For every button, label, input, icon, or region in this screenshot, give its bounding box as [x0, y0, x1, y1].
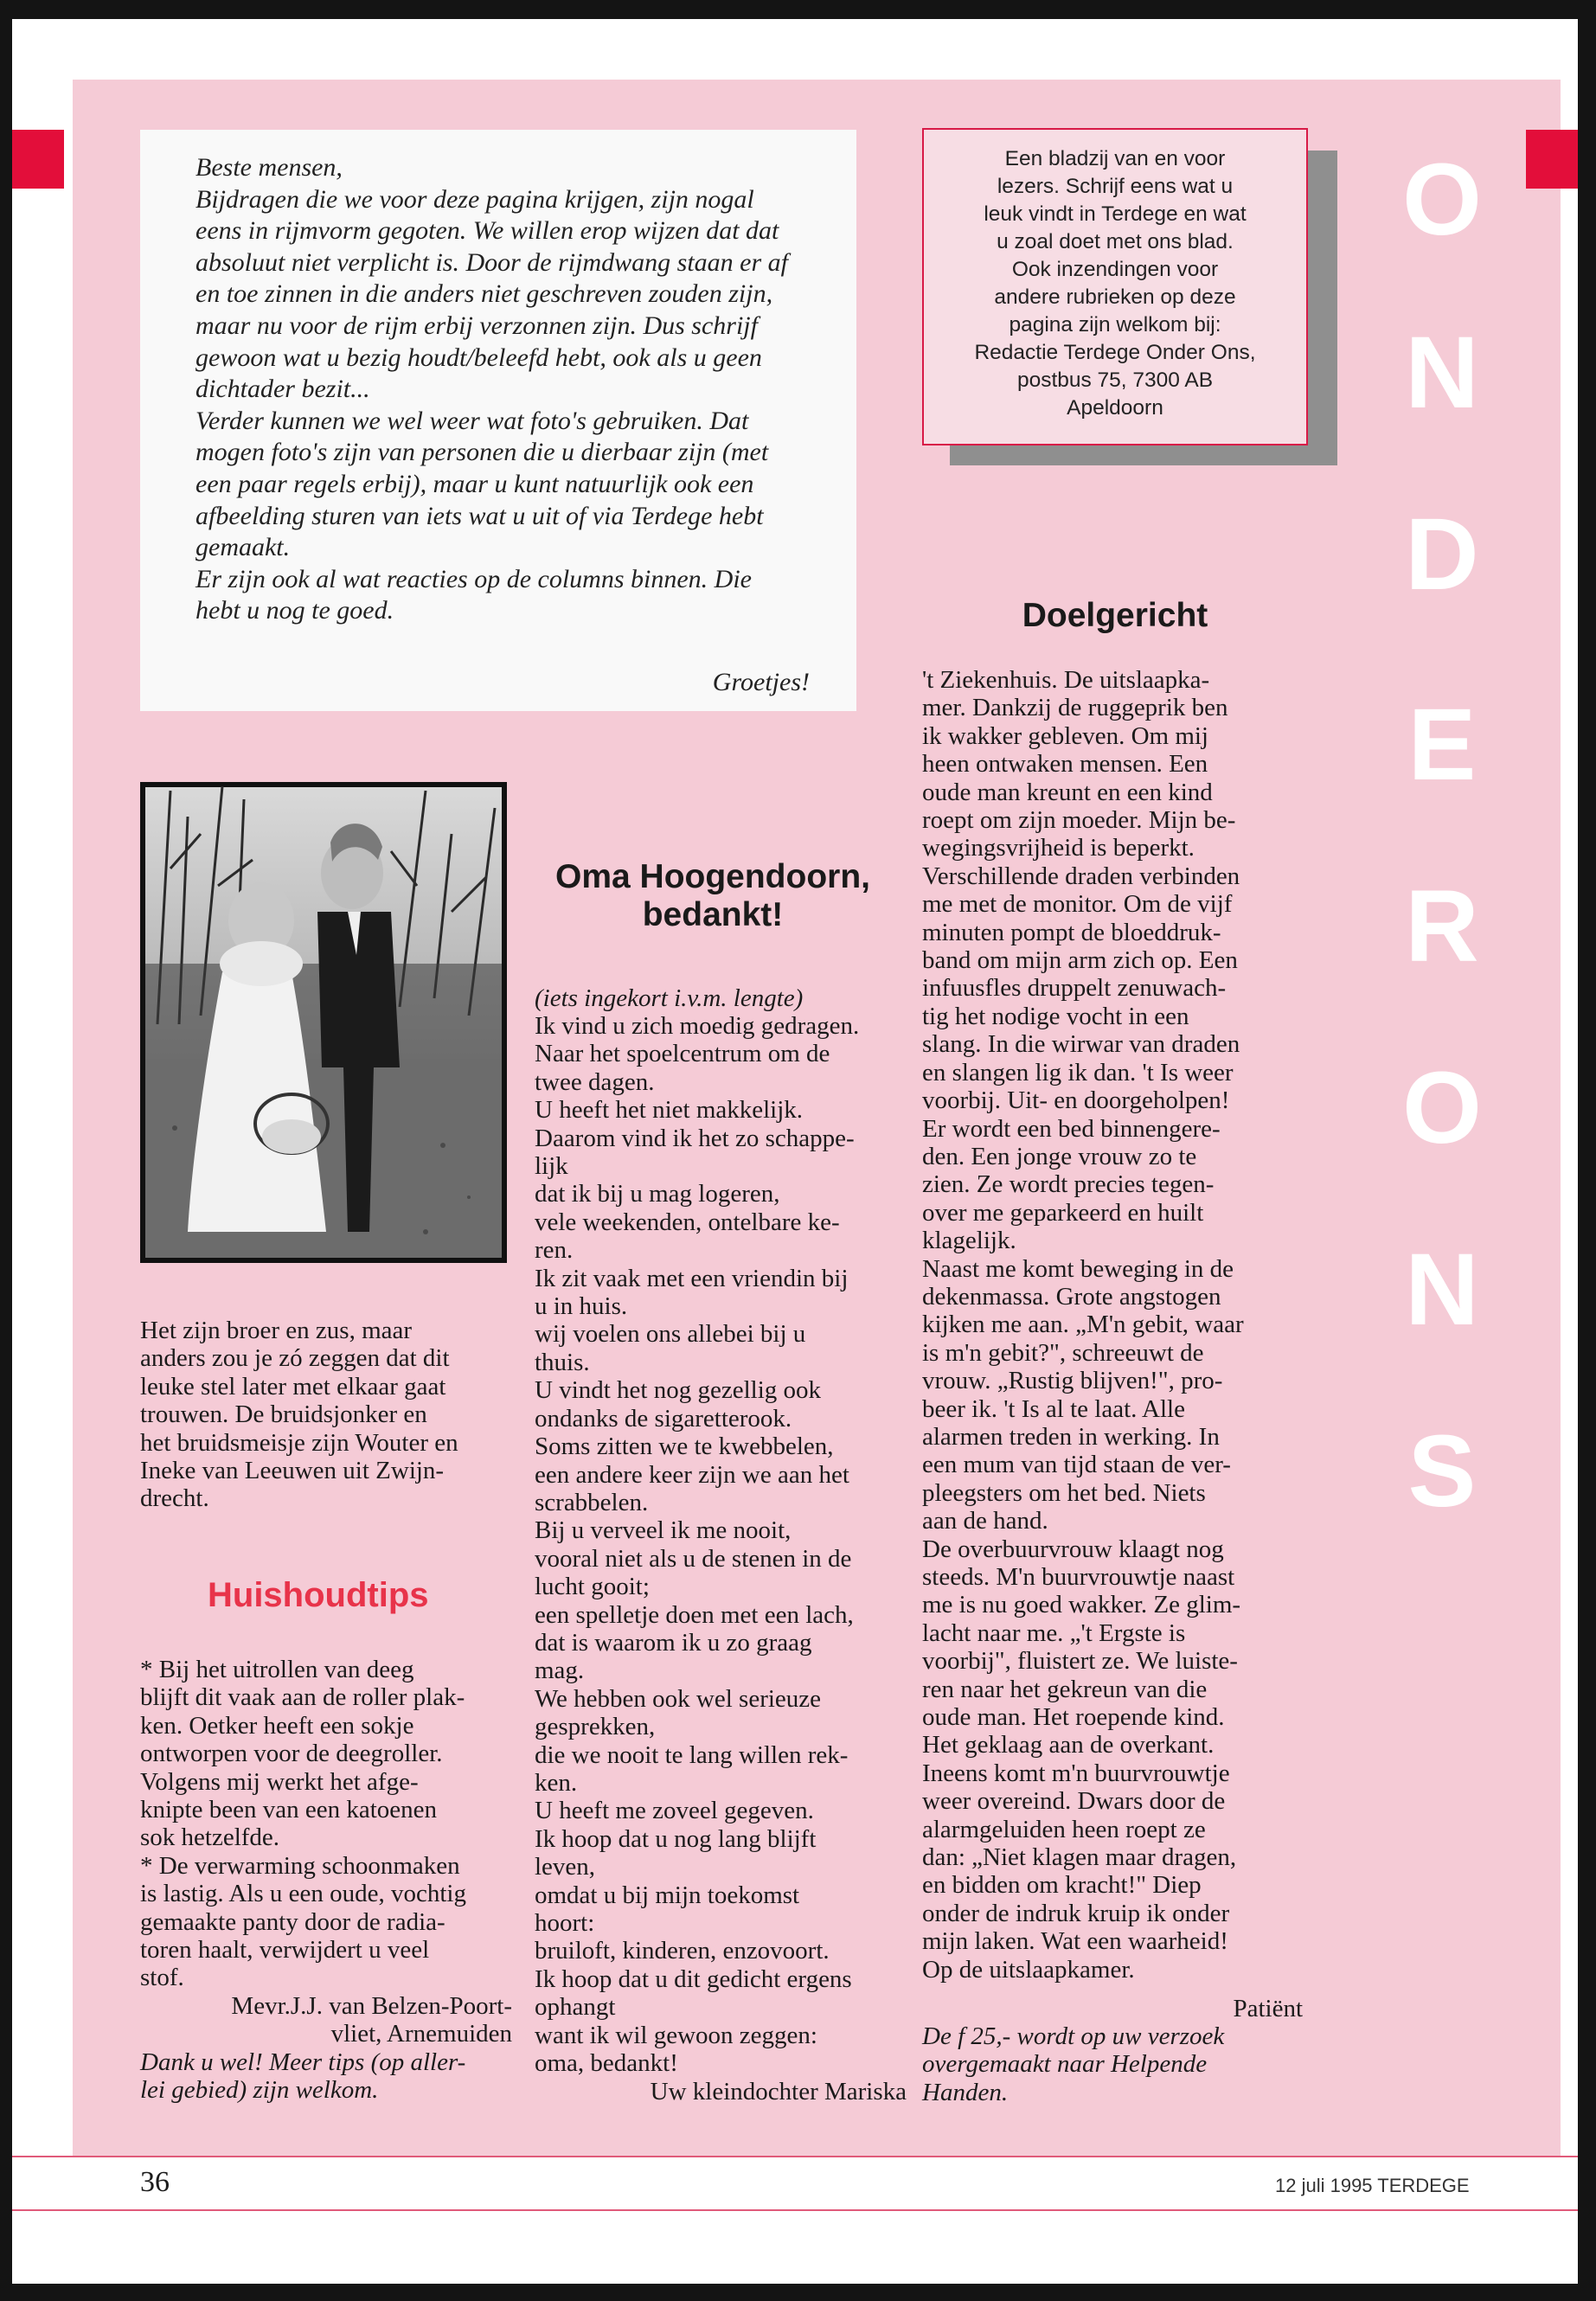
tips-sign-line: vliet, Arnemuiden	[330, 2020, 512, 2048]
editor-letter-sign: Groetjes!	[712, 668, 810, 696]
letter-line: afbeelding sturen van iets wat u uit of via Terdege hebt	[195, 501, 764, 530]
letter-line: absoluut niet verplicht is. Door de rijmdwang staan er af	[195, 247, 788, 277]
story-line: oude man kreunt en een kind	[922, 778, 1213, 806]
footer-rule-bottom	[12, 2209, 1578, 2211]
side-title-letter: N	[1405, 316, 1479, 430]
poem-line: Bij u verveel ik me nooit,	[535, 1516, 792, 1545]
story-line: en bidden om kracht!" Diep	[922, 1871, 1202, 1900]
info-line: andere rubrieken op deze	[994, 285, 1236, 309]
wedding-children-photo	[140, 782, 507, 1263]
poem-line: ophangt	[535, 1993, 616, 2022]
story-line: zien. Ze wordt precies tegen-	[922, 1170, 1215, 1199]
story-line: aan de hand.	[922, 1507, 1048, 1535]
tips-note-line: lei gebied) zijn welkom.	[140, 2076, 379, 2105]
story-line: ik wakker gebleven. Om mij	[922, 721, 1208, 750]
poem-line: lucht gooit;	[535, 1573, 650, 1601]
story-line: oude man. Het roepende kind.	[922, 1703, 1225, 1732]
magazine-page	[12, 19, 1578, 2284]
story-line: onder de indruk kruip ik onder	[922, 1899, 1230, 1927]
letter-line: gemaakt.	[195, 533, 291, 562]
poem-line: Ik vind u zich moedig gedragen.	[535, 1012, 860, 1040]
story-line: infuusfles druppelt zenuwach-	[922, 974, 1227, 1003]
story-line: voorbij", fluistert ze. We luiste-	[922, 1647, 1238, 1676]
side-title-letter: D	[1405, 497, 1479, 612]
poem-line: een andere keer zijn we aan het	[535, 1460, 849, 1489]
poem-line: wij voelen ons allebei bij u	[535, 1320, 806, 1349]
poem-line: een spelletje doen met een lach,	[535, 1600, 854, 1629]
info-line: pagina zijn welkom bij:	[1009, 313, 1221, 336]
story-line: kijken me aan. „M'n gebit, waar	[922, 1311, 1244, 1339]
story-line: heen ontwaken mensen. Een	[922, 750, 1208, 779]
story-line: De overbuurvrouw klaagt nog	[922, 1535, 1224, 1563]
poem-text	[535, 1012, 915, 2077]
poem-line: We hebben ook wel serieuze	[535, 1684, 822, 1713]
tips-line: * De verwarming schoonmaken	[140, 1851, 460, 1880]
poem-line: dat ik bij u mag logeren,	[535, 1180, 780, 1208]
poem-title-line: Oma Hoogendoorn,	[555, 858, 870, 895]
tips-line: sok hetzelfde.	[140, 1823, 280, 1852]
letter-line: maar nu voor de rijm erbij verzonnen zijn. Dus schrijf	[195, 311, 758, 340]
tips-line: is lastig. Als u een oude, vochtig	[140, 1880, 466, 1908]
poem-line: U vindt het nog gezellig ook	[535, 1376, 822, 1405]
photo-caption	[140, 1317, 521, 1513]
story-line: lacht naar me. „'t Ergste is	[922, 1618, 1186, 1647]
tips-signature	[140, 1992, 512, 2048]
caption-line: anders zou je zó zeggen dat dit	[140, 1344, 450, 1373]
story-line: vrouw. „Rustig blijven!", pro-	[922, 1367, 1223, 1395]
poem-line: dat is waarom ik u zo graag	[535, 1628, 812, 1657]
caption-line: leuke stel later met elkaar gaat	[140, 1372, 446, 1400]
story-line: beer ik. 't Is al te laat. Alle	[922, 1394, 1185, 1423]
info-line: lezers. Schrijf eens wat u	[997, 175, 1234, 198]
issue-date: 12 juli 1995 TERDEGE	[1275, 2175, 1470, 2196]
poem-line: Ik hoop dat u dit gedicht ergens	[535, 1965, 852, 1993]
poem-heading	[531, 858, 894, 934]
poem-line: U heeft me zoveel gegeven.	[535, 1797, 814, 1825]
side-title-letter: R	[1405, 869, 1479, 984]
poem-title-line: bedankt!	[642, 896, 784, 933]
info-line: leuk vindt in Terdege en wat	[984, 202, 1247, 226]
story-note-line: Handen.	[922, 2078, 1009, 2106]
tips-heading: Huishoudtips	[208, 1576, 429, 1614]
story-line: mer. Dankzij de ruggeprik ben	[922, 694, 1228, 722]
letter-line: een paar regels erbij), maar u kunt natuurlijk ook een	[195, 469, 754, 498]
side-title-letter: O	[1402, 143, 1482, 257]
poem-line: leven,	[535, 1853, 596, 1881]
story-line: alarmgeluiden heen roept ze	[922, 1815, 1206, 1843]
story-heading: Doelgericht	[1022, 597, 1208, 634]
story-line: steeds. M'n buurvrouwtje naast	[922, 1563, 1235, 1591]
story-line: me is nu goed wakker. Ze glim-	[922, 1591, 1241, 1619]
story-line: over me geparkeerd en huilt	[922, 1198, 1204, 1227]
tips-note-line: Dank u wel! Meer tips (op aller-	[140, 2048, 466, 2076]
story-line: slang. In die wirwar van draden	[922, 1030, 1240, 1059]
poem-line: lijk	[535, 1152, 568, 1181]
story-line: Op de uitslaapkamer.	[922, 1955, 1135, 1984]
poem-line: bruiloft, kinderen, enzovoort.	[535, 1937, 830, 1965]
story-line: band om mijn arm zich op. Een	[922, 946, 1238, 975]
story-line: roept om zijn moeder. Mijn be-	[922, 806, 1236, 835]
footer-rule-top	[12, 2156, 1578, 2157]
poem-line: Naar het spoelcentrum om de	[535, 1040, 830, 1068]
poem-line: thuis.	[535, 1348, 590, 1376]
story-line: en slangen lig ik dan. 't Is weer	[922, 1058, 1234, 1086]
tips-line: * Bij het uitrollen van deeg	[140, 1656, 414, 1683]
story-line: een mum van tijd staan de ver-	[922, 1451, 1231, 1479]
letter-line: Verder kunnen we wel weer wat foto's gebruiken. Dat	[195, 406, 749, 435]
poem-line: ren.	[535, 1236, 574, 1265]
story-line: voorbij. Uit- en doorgeholpen!	[922, 1086, 1230, 1115]
side-title-letter: E	[1407, 688, 1477, 802]
poem-line: ondanks de sigaretterook.	[535, 1404, 792, 1433]
letter-line: hebt u nog te goed.	[195, 596, 394, 625]
editor-letter-box	[140, 130, 856, 711]
story-line: mijn laken. Wat een waarheid!	[922, 1927, 1228, 1956]
letter-line: Er zijn ook al wat reacties op de columns binnen. Die	[195, 564, 752, 593]
poem-line: want ik wil gewoon zeggen:	[535, 2021, 817, 2049]
tips-line: Volgens mij werkt het afge-	[140, 1767, 419, 1796]
caption-line: Het zijn broer en zus, maar	[140, 1317, 413, 1344]
letter-line: Beste mensen,	[195, 153, 343, 182]
info-line: Redactie Terdege Onder Ons,	[974, 341, 1256, 364]
story-line: 't Ziekenhuis. De uitslaapka-	[922, 666, 1210, 694]
poem-line: oma, bedankt!	[535, 2049, 678, 2078]
caption-line: het bruidsmeisje zijn Wouter en	[140, 1428, 458, 1457]
tips-line: ontworpen voor de deegroller.	[140, 1740, 443, 1768]
letter-line: mogen foto's zijn van personen die u dierbaar zijn (met	[195, 438, 769, 467]
tips-sign-line: Mevr.J.J. van Belzen-Poort-	[231, 1992, 512, 2020]
tips-line: ken. Oetker heeft een sokje	[140, 1711, 414, 1740]
poem-line: Ik zit vaak met een vriendin bij	[535, 1264, 849, 1292]
letter-line: gewoon wat u bezig houdt/beleefd hebt, ook als u geen	[195, 343, 762, 372]
poem-line: Ik hoop dat u nog lang blijft	[535, 1824, 817, 1853]
caption-line: drecht.	[140, 1484, 209, 1513]
poem-intro: (iets ingekort i.v.m. lengte)	[535, 984, 804, 1012]
story-line: Ineens komt m'n buurvrouwtje	[922, 1759, 1230, 1787]
poem-line: ken.	[535, 1768, 578, 1797]
caption-line: Ineke van Leeuwen uit Zwijn-	[140, 1457, 445, 1485]
story-line: wegingsvrijheid is beperkt.	[922, 834, 1195, 862]
tips-line: gemaakte panty door de radia-	[140, 1907, 445, 1936]
page-number: 36	[140, 2166, 170, 2198]
story-line: pleegsters om het bed. Niets	[922, 1478, 1206, 1507]
story-note-line: De f 25,- wordt op uw verzoek	[922, 2022, 1225, 2050]
story-line: dan: „Niet klagen maar dragen,	[922, 1843, 1237, 1872]
story-line: tig het nodige vocht in een	[922, 1002, 1189, 1030]
side-title-letter: S	[1407, 1414, 1477, 1529]
right-red-tab	[1526, 130, 1578, 189]
info-line: Apeldoorn	[1067, 396, 1163, 420]
info-line: Ook inzendingen voor	[1011, 258, 1219, 281]
info-box-text	[924, 145, 1306, 422]
poem-line: U heeft het niet makkelijk.	[535, 1096, 804, 1125]
poem-line: hoort:	[535, 1909, 595, 1937]
side-title-letter: N	[1405, 1233, 1479, 1347]
story-line: Verschillende draden verbinden	[922, 862, 1240, 890]
poem-line: gesprekken,	[535, 1713, 656, 1741]
poem-line: omdat u bij mijn toekomst	[535, 1881, 800, 1909]
tips-line: knipte been van een katoenen	[140, 1796, 438, 1824]
story-line: Er wordt een bed binnengere-	[922, 1114, 1221, 1143]
tips-line: blijft dit vaak aan de roller plak-	[140, 1683, 465, 1712]
letter-line: dichtader bezit...	[195, 375, 370, 404]
poem-line: Daarom vind ik het zo schappe-	[535, 1124, 855, 1152]
left-red-tab	[12, 130, 64, 189]
story-line: weer overeind. Dwars door de	[922, 1787, 1226, 1816]
letter-line: en toe zinnen in die anders niet geschreven zouden zijn,	[195, 279, 773, 309]
info-line: Een bladzij van en voor	[1004, 147, 1226, 170]
side-title-letter: O	[1402, 1051, 1482, 1165]
editor-letter-text	[195, 152, 853, 627]
story-signature: Patiënt	[1233, 1995, 1303, 2022]
tips-editor-note	[140, 2048, 521, 2105]
poem-line: mag.	[535, 1657, 585, 1685]
poem-signature: Uw kleindochter Mariska	[650, 2078, 907, 2106]
poem-line: Soms zitten we te kwebbelen,	[535, 1433, 834, 1461]
poem-line: twee dagen.	[535, 1067, 655, 1096]
story-line: Naast me komt beweging in de	[922, 1254, 1234, 1283]
story-line: Het geklaag aan de overkant.	[922, 1731, 1215, 1759]
info-line: u zoal doet met ons blad.	[997, 230, 1234, 253]
story-line: ren naar het gekreun van die	[922, 1675, 1208, 1703]
info-line: postbus 75, 7300 AB	[1016, 369, 1214, 392]
story-line: alarmen treden in werking. In	[922, 1422, 1220, 1451]
tips-line: stof.	[140, 1964, 184, 1992]
tips-line: toren haalt, verwijdert u veel	[140, 1936, 430, 1965]
story-line: is m'n gebit?", schreeuwt de	[922, 1338, 1204, 1367]
letter-line: eens in rijmvorm gegoten. We willen erop wijzen dat dat	[195, 216, 779, 246]
story-line: dekenmassa. Grote angstogen	[922, 1282, 1221, 1311]
letter-line: Bijdragen die we voor deze pagina krijgen, zijn nogal	[195, 184, 754, 214]
info-box	[922, 128, 1308, 445]
story-text	[922, 666, 1320, 1984]
poem-line: vele weekenden, ontelbare ke-	[535, 1208, 840, 1236]
story-line: den. Een jonge vrouw zo te	[922, 1142, 1197, 1170]
story-line: minuten pompt de bloeddruk-	[922, 918, 1221, 946]
poem-line: die we nooit te lang willen rek-	[535, 1740, 849, 1769]
story-note-line: overgemaakt naar Helpende	[922, 2050, 1208, 2079]
poem-line: u in huis.	[535, 1292, 628, 1321]
caption-line: trouwen. De bruidsjonker en	[140, 1400, 427, 1429]
story-line: me met de monitor. Om de vijf	[922, 890, 1233, 919]
story-editor-note	[922, 2022, 1320, 2106]
poem-line: vooral niet als u de stenen in de	[535, 1544, 852, 1573]
story-line: klagelijk.	[922, 1227, 1016, 1255]
poem-line: scrabbelen.	[535, 1488, 649, 1516]
tips-text	[140, 1656, 521, 1992]
